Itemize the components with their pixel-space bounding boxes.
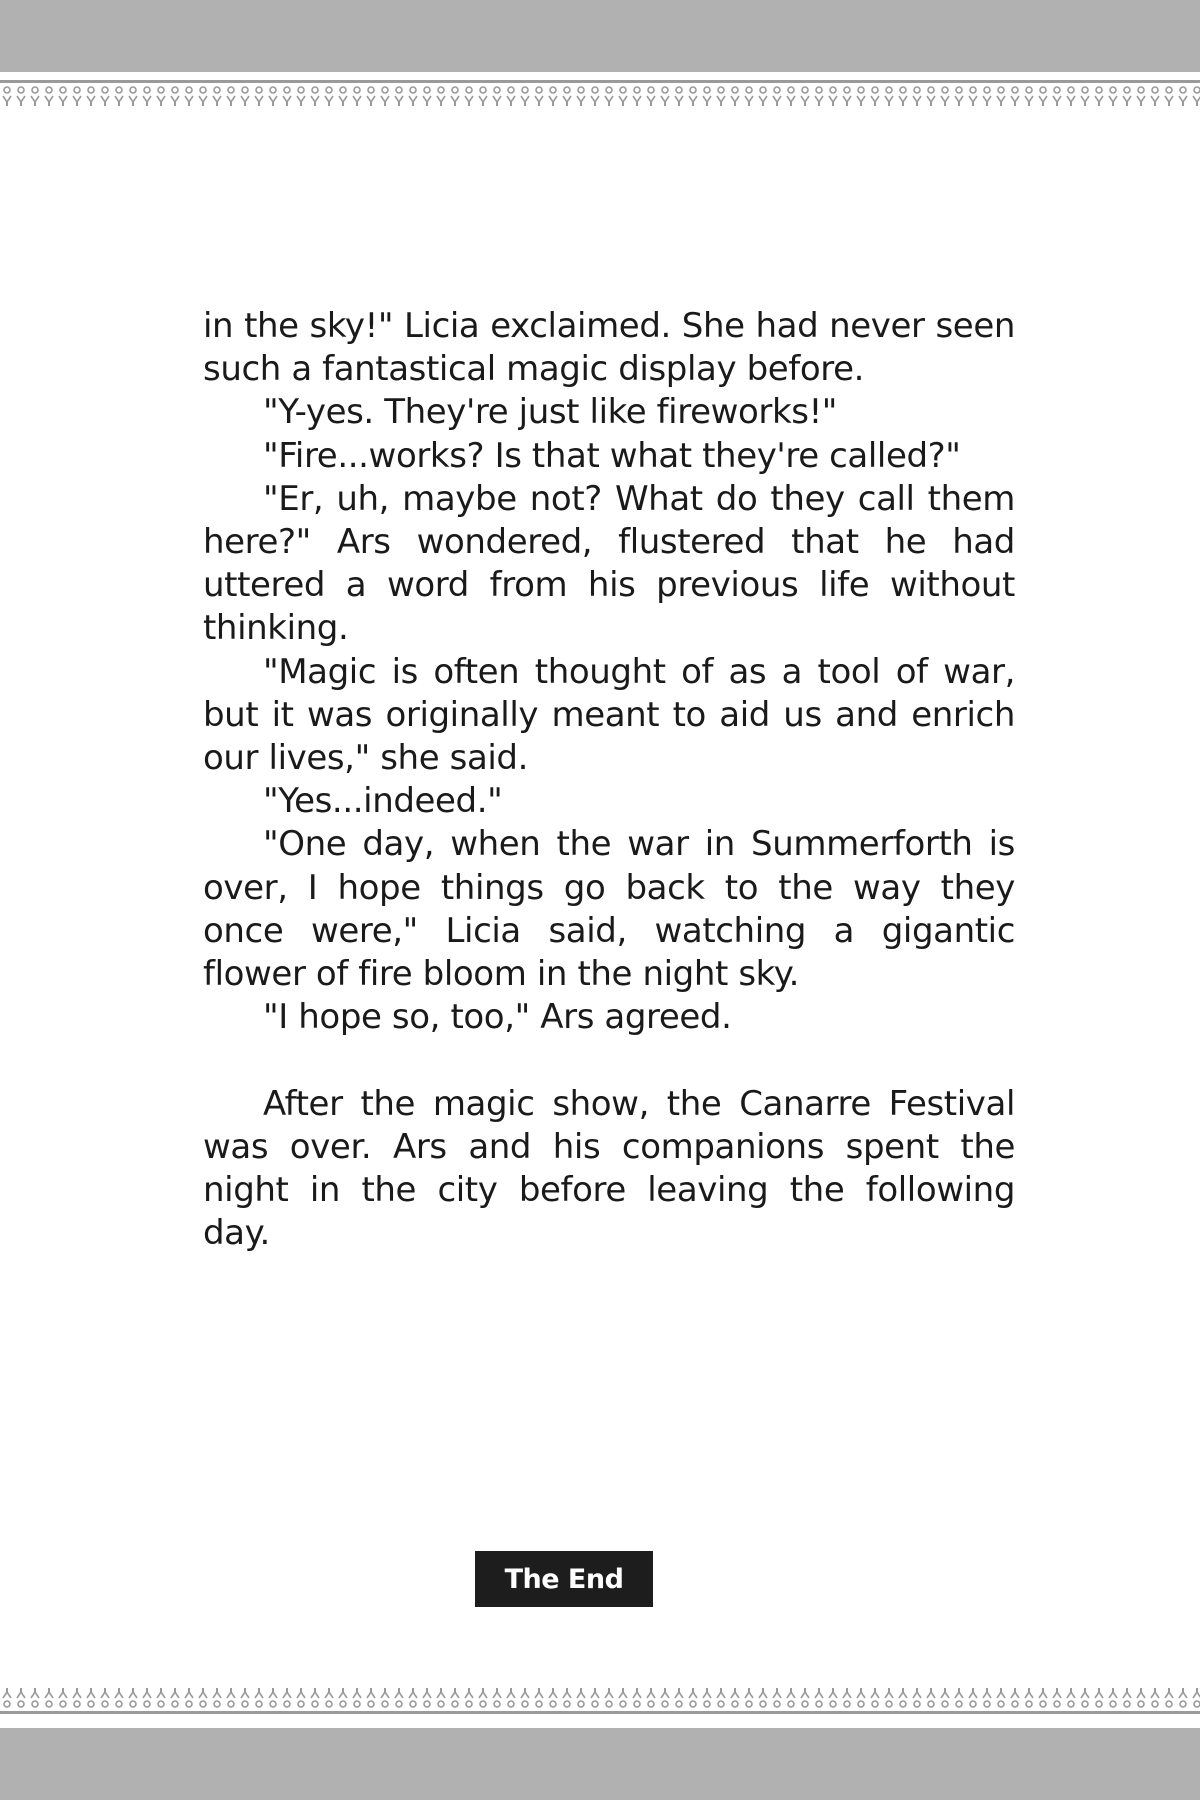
paragraph: "Magic is often thought of as a tool of war, but it was originally meant to aid us and enrich our lives," she said. <box>203 651 1015 779</box>
the-end-badge: The End <box>475 1551 653 1607</box>
bottom-ornamental-border <box>0 1684 1200 1714</box>
paragraph: "I hope so, too," Ars agreed. <box>263 997 732 1038</box>
story-text <box>203 305 1015 1255</box>
paragraph: "One day, when the war in Summerforth is over, I hope things go back to the way they once were," Licia said, watching a gigantic flower of fire bloom in the night sky. <box>203 824 1015 995</box>
paragraph: After the magic show, the Canarre Festival was over. Ars and his companions spent the night in the city before leaving the following day. <box>203 1083 1015 1254</box>
paragraph-continued: in the sky!" Licia exclaimed. She had never seen such a fantastical magic display before. <box>203 306 1015 390</box>
paragraph: "Er, uh, maybe not? What do they call them here?" Ars wondered, flustered that he had uttered a word from his previous life without thinking. <box>203 478 1015 649</box>
paragraph: "Fire...works? Is that what they're called?" <box>263 435 961 476</box>
top-ornamental-border <box>0 80 1200 110</box>
paragraph: "Yes...indeed." <box>263 781 503 822</box>
bottom-gray-band <box>0 1728 1200 1800</box>
top-gray-band <box>0 0 1200 72</box>
paragraph: "Y-yes. They're just like fireworks!" <box>263 392 838 433</box>
